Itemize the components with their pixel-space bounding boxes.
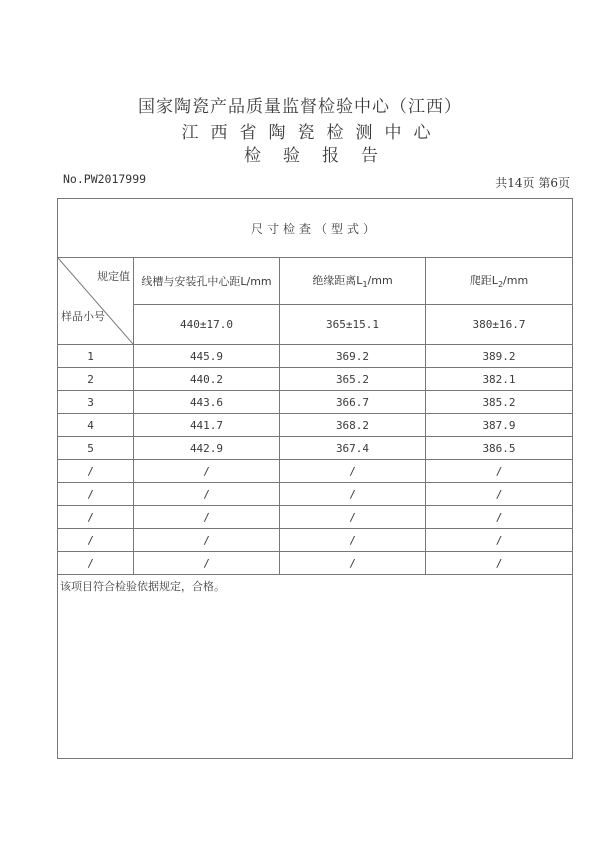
measurement-value: 387.9 (426, 414, 573, 437)
column-header-insulation-distance (280, 258, 426, 305)
column-header-subscript: 2 (497, 280, 504, 290)
sample-id: 4 (58, 414, 134, 437)
conclusion-text: 该项目符合检验依据规定，合格。 (58, 575, 573, 759)
corner-header-cell (58, 258, 134, 345)
measurement-value: / (426, 506, 573, 529)
measurement-value: / (280, 506, 426, 529)
table-row (58, 345, 573, 368)
table-row (58, 414, 573, 437)
measurement-value: 441.7 (134, 414, 280, 437)
measurement-value: / (426, 483, 573, 506)
table-title-row (58, 199, 573, 258)
measurement-value: / (134, 483, 280, 506)
measurement-value: 382.1 (426, 368, 573, 391)
measurement-value: / (134, 460, 280, 483)
sample-id: / (58, 552, 134, 575)
measurement-value: / (134, 552, 280, 575)
page-indicator: 共14页 第6页 (495, 176, 570, 190)
measurement-value: / (426, 460, 573, 483)
center-subtitle: 江西省陶瓷检测中心 (181, 123, 443, 143)
measurement-value: 385.2 (426, 391, 573, 414)
sample-id: 3 (58, 391, 134, 414)
measurement-value: 369.2 (280, 345, 426, 368)
table-row (58, 529, 573, 552)
measurement-value: 389.2 (426, 345, 573, 368)
corner-label-sample: 样品小号 (61, 310, 105, 323)
measurement-value: / (426, 552, 573, 575)
sample-id: / (58, 483, 134, 506)
measurement-value: / (280, 529, 426, 552)
table-row (58, 391, 573, 414)
inspection-table (57, 198, 573, 759)
table-row (58, 437, 573, 460)
measurement-value: 445.9 (134, 345, 280, 368)
column-header-label: 爬距L (469, 274, 498, 288)
sample-id: 2 (58, 368, 134, 391)
spec-value: 440±17.0 (134, 305, 280, 345)
column-header-label: 线槽与安装孔中心距L/mm (141, 275, 272, 288)
spec-value: 365±15.1 (280, 305, 426, 345)
table-row (58, 460, 573, 483)
table-row (58, 483, 573, 506)
column-header-center-distance (134, 258, 280, 305)
measurement-value: 443.6 (134, 391, 280, 414)
column-header-subscript: 1 (362, 280, 368, 290)
spec-value: 380±16.7 (426, 305, 573, 345)
sample-id: 5 (58, 437, 134, 460)
measurement-value: 365.2 (280, 368, 426, 391)
center-name-title: 国家陶瓷产品质量监督检验中心（江西） (138, 97, 462, 117)
measurement-value: / (134, 529, 280, 552)
column-header-label: 绝缘距离L (312, 274, 363, 288)
sample-id: 1 (58, 345, 134, 368)
measurement-value: / (280, 483, 426, 506)
measurement-value: 442.9 (134, 437, 280, 460)
corner-label-spec: 规定值 (97, 270, 130, 283)
column-header-unit: /mm (367, 274, 393, 288)
table-row (58, 506, 573, 529)
sample-id: / (58, 506, 134, 529)
table-row (58, 368, 573, 391)
conclusion-row (58, 575, 573, 759)
measurement-value: 367.4 (280, 437, 426, 460)
table-title: 尺寸检查（型式） (58, 199, 573, 258)
column-header-creepage-distance (426, 258, 573, 305)
measurement-value: / (280, 460, 426, 483)
measurement-value: 366.7 (280, 391, 426, 414)
report-number: No.PW2017999 (63, 172, 147, 186)
spec-row (58, 305, 573, 345)
measurement-value: 440.2 (134, 368, 280, 391)
measurement-value: 368.2 (280, 414, 426, 437)
sample-id: / (58, 460, 134, 483)
report-heading: 检验报告 (244, 146, 400, 166)
measurement-value: / (426, 529, 573, 552)
measurement-value: / (134, 506, 280, 529)
table-row (58, 552, 573, 575)
sample-id: / (58, 529, 134, 552)
measurement-value: 386.5 (426, 437, 573, 460)
measurement-value: / (280, 552, 426, 575)
column-header-unit: /mm (503, 274, 529, 288)
column-header-row (58, 258, 573, 305)
